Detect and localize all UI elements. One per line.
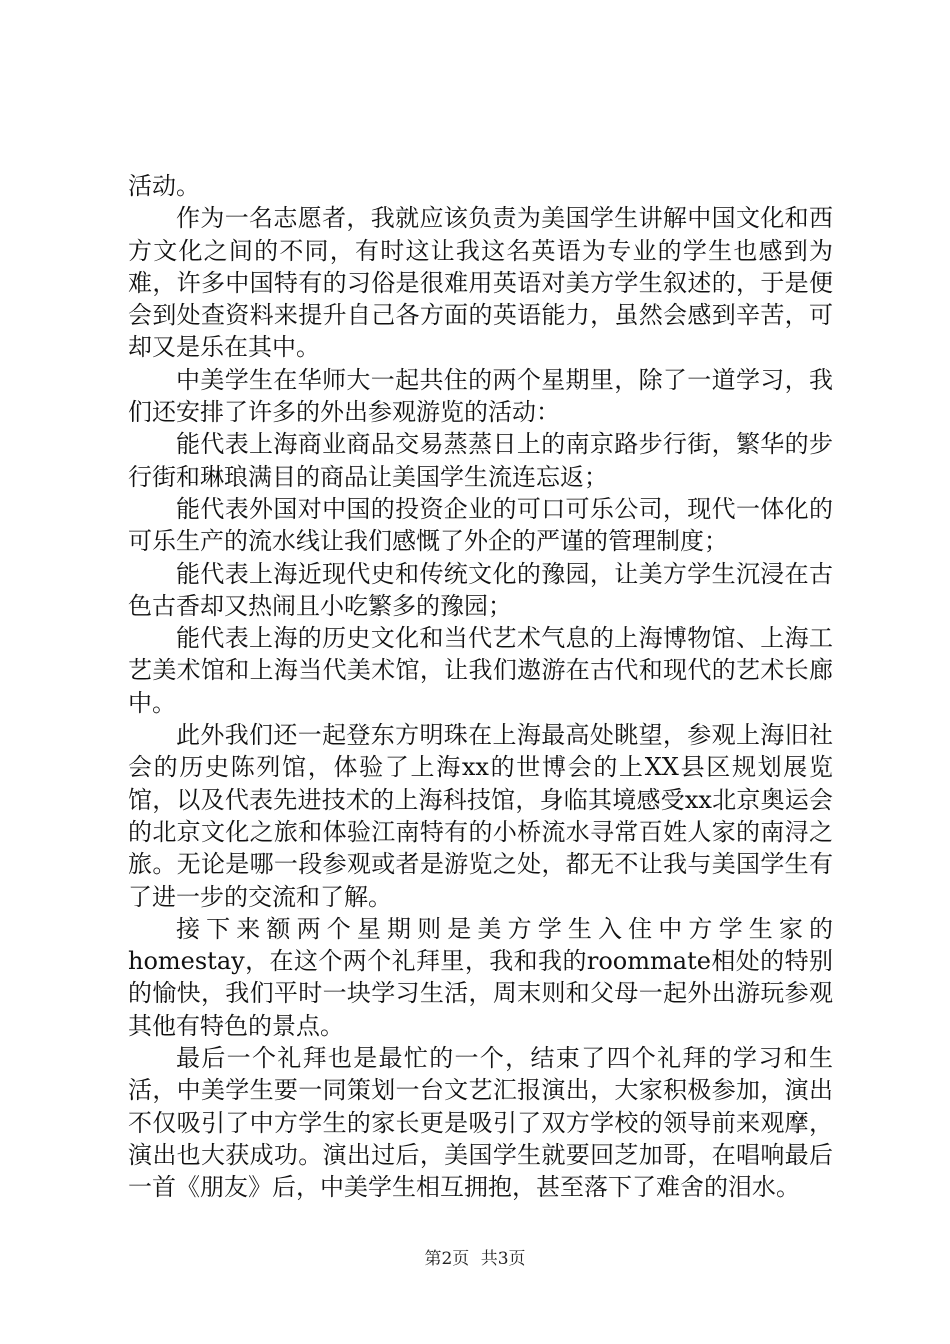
paragraph: 能代表上海的历史文化和当代艺术气息的上海博物馆、上海工艺美术馆和上海当代美术馆，让我们遨游在古代和现代的艺术长廊中。 (128, 624, 833, 717)
page-footer (0, 1244, 950, 1269)
paragraph: 接下来额两个星期则是美方学生入住中方学生家的homestay，在这个两个礼拜里，我和我的roommate相处的特别的愉快，我们平时一块学习生活，周末则和父母一起外出游玩参观其他有特色的景点。 (128, 914, 833, 1040)
paragraph: 能代表上海近现代史和传统文化的豫园，让美方学生沉浸在古色古香却又热闹且小吃繁多的豫园； (128, 559, 833, 620)
paragraph: 能代表外国对中国的投资企业的可口可乐公司，现代一体化的可乐生产的流水线让我们感慨了外企的严谨的管理制度； (128, 494, 833, 556)
paragraph: 能代表上海商业商品交易蒸蒸日上的南京路步行街，繁华的步行街和琳琅满目的商品让美国学生流连忘返； (128, 430, 833, 491)
document-body (128, 170, 833, 1204)
page-number: 第2页 (424, 1249, 470, 1269)
paragraph-continuation: 活动。 (128, 172, 200, 200)
paragraph: 此外我们还一起登东方明珠在上海最高处眺望，参观上海旧社会的历史陈列馆，体验了上海xx的世博会的上XX县区规划展览馆，以及代表先进技术的上海科技馆，身临其境感受xx北京奥运会的北京文化之旅和体验江南特有的小桥流水寻常百姓人家的南浔之旅。无论是哪一段参观或者是游览之处，都无不让我与美国学生有了进一步的交流和了解。 (128, 721, 833, 911)
paragraph: 最后一个礼拜也是最忙的一个，结束了四个礼拜的学习和生活，中美学生要一同策划一台文艺汇报演出，大家积极参加，演出不仅吸引了中方学生的家长更是吸引了双方学校的领导前来观摩，演出也大获成功。演出过后，美国学生就要回芝加哥，在唱响最后一首《朋友》后，中美学生相互拥抱，甚至落下了难舍的泪水。 (128, 1044, 833, 1202)
paragraph: 中美学生在华师大一起共住的两个星期里，除了一道学习，我们还安排了许多的外出参观游览的活动： (128, 365, 833, 427)
paragraph: 作为一名志愿者，我就应该负责为美国学生讲解中国文化和西方文化之间的不同，有时这让我这名英语为专业的学生也感到为难，许多中国特有的习俗是很难用英语对美方学生叙述的，于是便会到处查资料来提升自己各方面的英语能力，虽然会感到辛苦，可却又是乐在其中。 (128, 204, 833, 362)
page-total: 共3页 (480, 1249, 526, 1269)
